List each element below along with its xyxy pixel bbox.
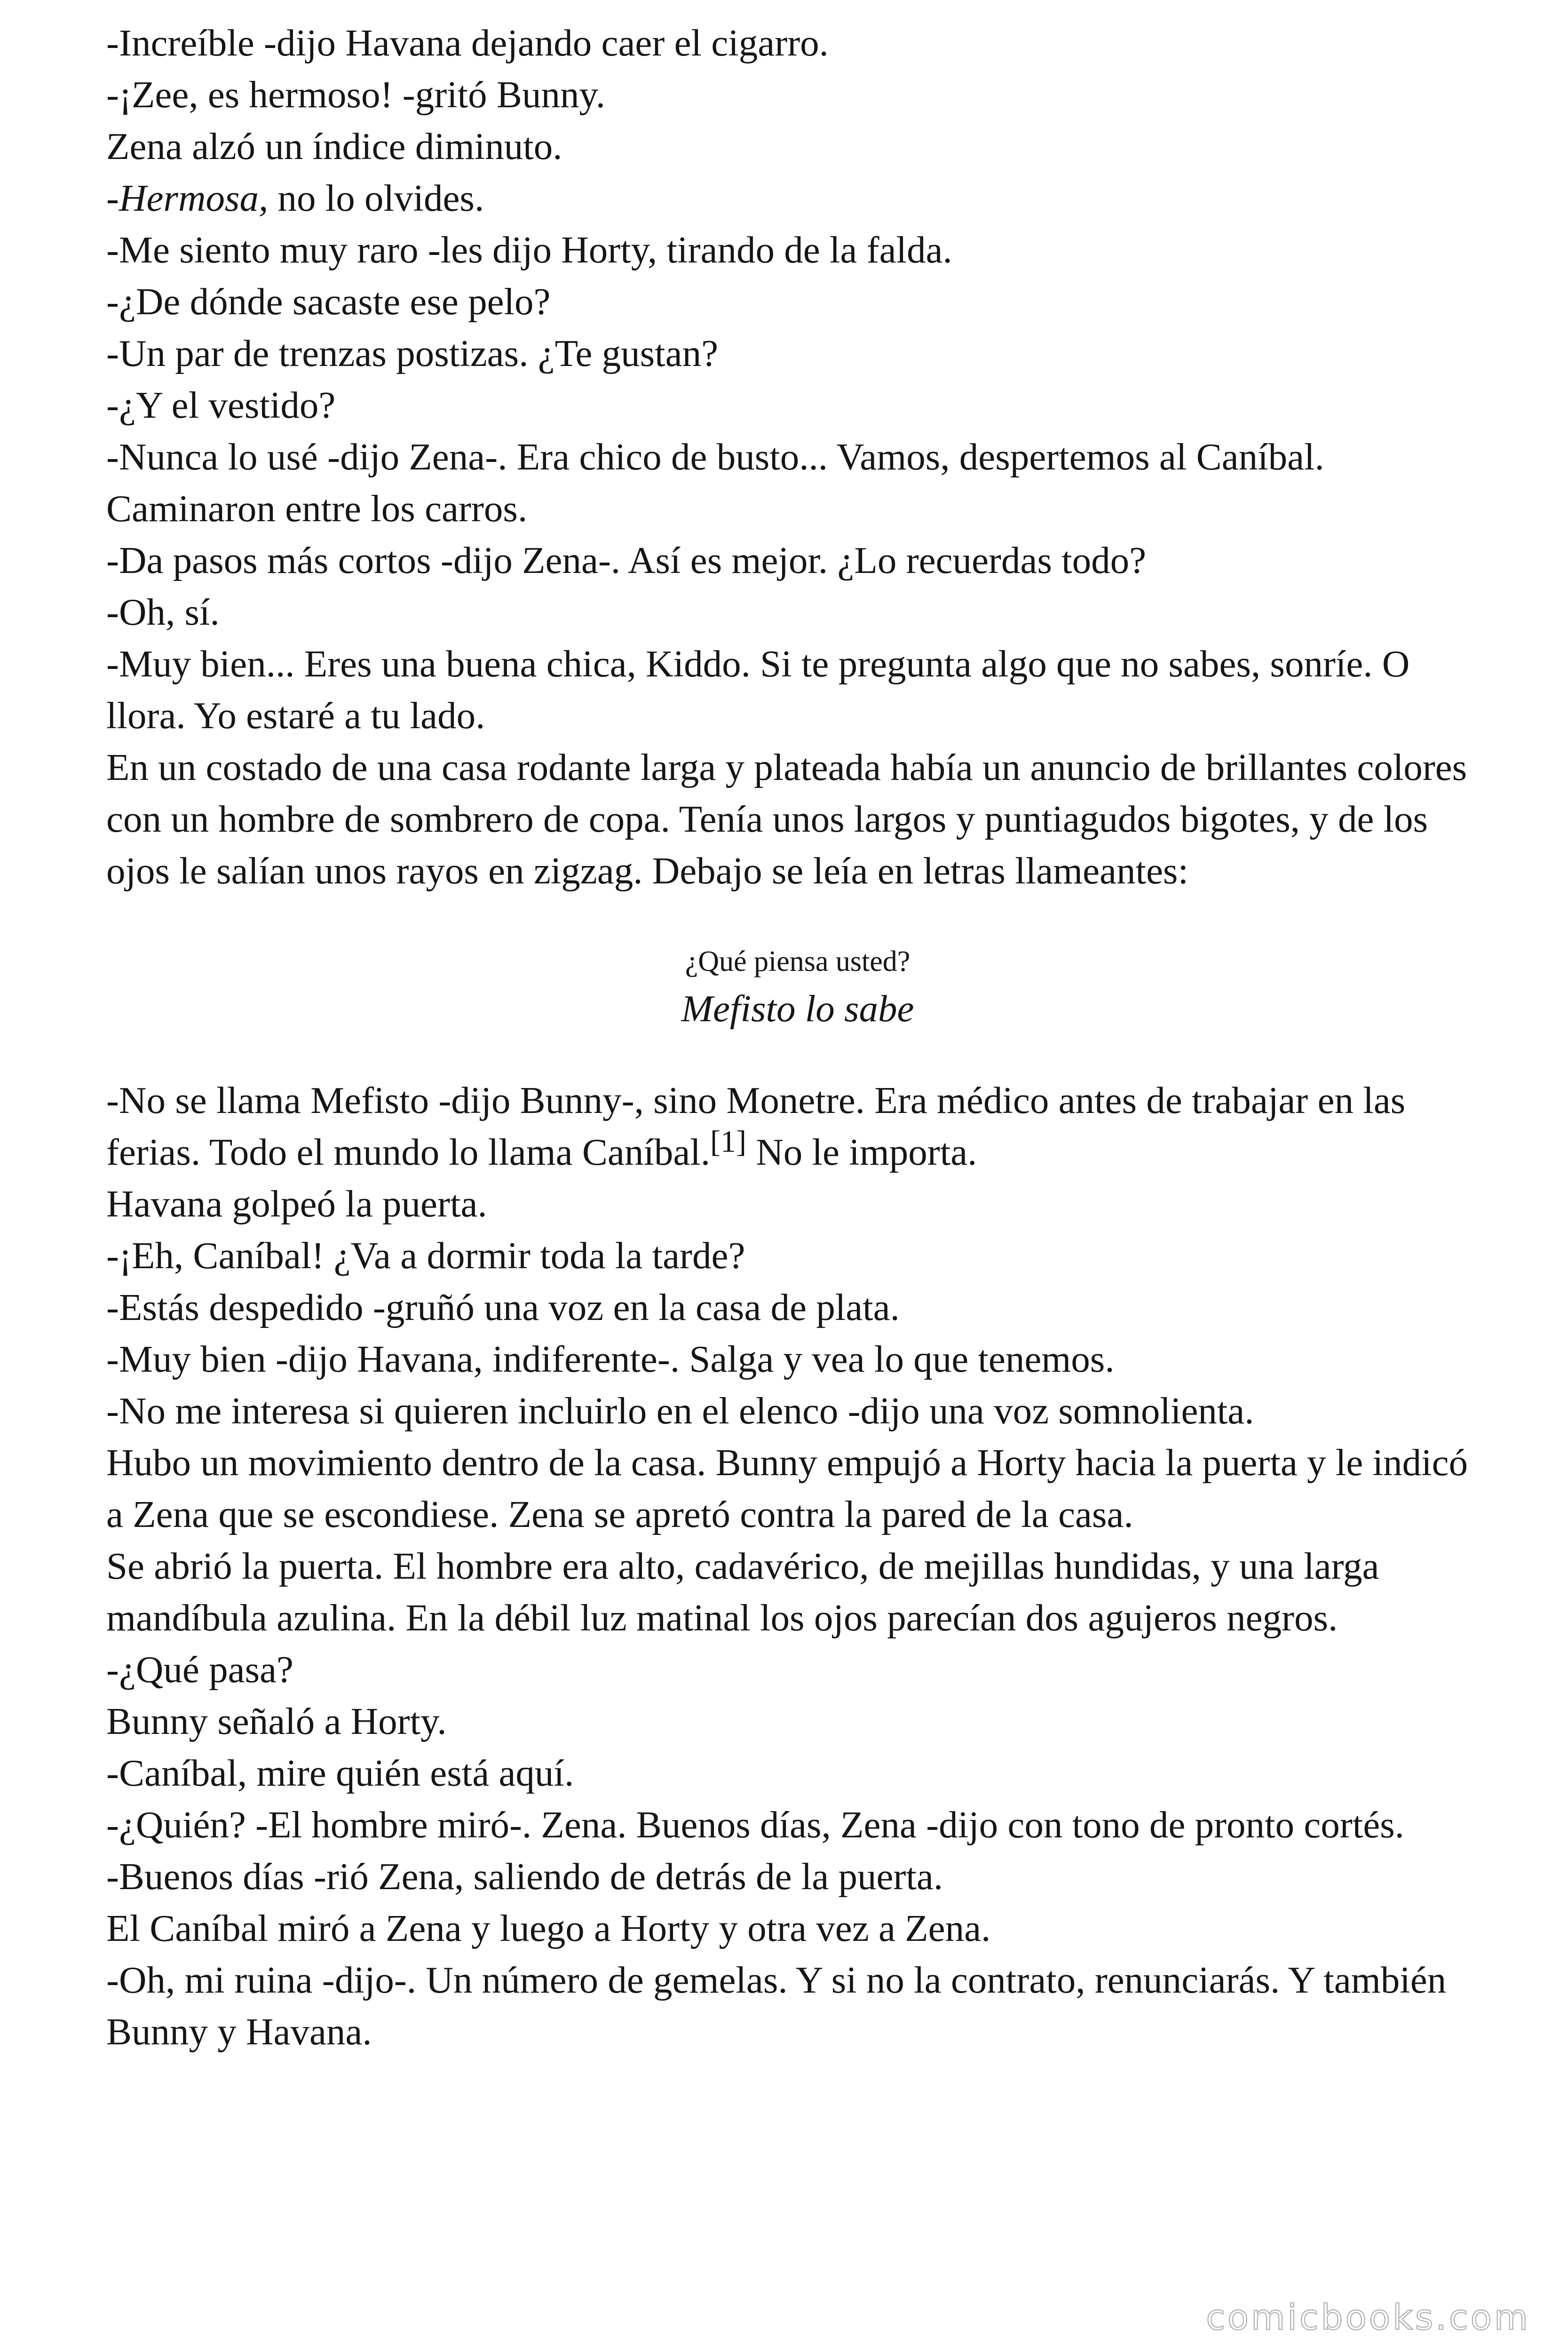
paragraph: -Buenos días -rió Zena, saliendo de detrás de la puerta. — [106, 1855, 943, 1898]
paragraph-rest: no lo olvides. — [268, 177, 484, 219]
paragraph: -Un par de trenzas postizas. ¿Te gustan? — [106, 332, 719, 374]
italic-word: -Hermosa, — [106, 177, 269, 219]
paragraph: -Me siento muy raro -les dijo Horty, tirando de la falda. — [106, 229, 952, 271]
paragraph: Zena alzó un índice diminuto. — [106, 125, 562, 167]
paragraph: -No me interesa si quieren incluirlo en el elenco -dijo una voz somnolienta. — [106, 1390, 1254, 1432]
paragraph: Hubo un movimiento dentro de la casa. Bunny empujó a Horty hacia la puerta y le indicó a Zena que se escondiese. Zena se apretó contra la pared de la casa. — [106, 1441, 1468, 1535]
paragraph: Caminaron entre los carros. — [106, 487, 528, 530]
paragraph-mefisto — [106, 1074, 1470, 1178]
paragraph: -Muy bien... Eres una buena chica, Kiddo. Si te pregunta algo que no sabes, sonríe. O llora. Yo estaré a tu lado. — [106, 643, 1410, 737]
paragraph: -Increíble -dijo Havana dejando caer el cigarro. — [106, 22, 829, 64]
paragraph: -Muy bien -dijo Havana, indiferente-. Salga y vea lo que tenemos. — [106, 1338, 1115, 1380]
paragraph: Bunny señaló a Horty. — [106, 1700, 447, 1742]
paragraph: -Da pasos más cortos -dijo Zena-. Así es mejor. ¿Lo recuerdas todo? — [106, 539, 1147, 581]
sign-question: ¿Qué piensa usted? — [685, 946, 911, 977]
sign-text-block — [106, 939, 1470, 1033]
sign-slogan: Mefisto lo sabe — [681, 987, 914, 1030]
book-page — [106, 17, 1470, 2058]
paragraph: -¿Y el vestido? — [106, 384, 336, 426]
paragraph: -¡Zee, es hermoso! -gritó Bunny. — [106, 73, 605, 116]
watermark-logo: comicbooks.com — [1206, 2297, 1530, 2338]
paragraph: El Caníbal miró a Zena y luego a Horty y otra vez a Zena. — [106, 1907, 991, 1949]
paragraph: En un costado de una casa rodante larga y plateada había un anuncio de brillantes colores con un hombre de sombrero de copa. Tenía unos largos y puntiagudos bigotes, y de los ojos le salían unos rayos en zigzag. Debajo se leía en letras llameantes: — [106, 746, 1467, 892]
paragraph-text: -No se llama Mefisto -dijo Bunny-, sino Monetre. Era médico antes de trabajar en las ferias. Todo el mundo lo llama Caníbal. — [106, 1079, 1406, 1173]
paragraph: -Estás despedido -gruñó una voz en la casa de plata. — [106, 1286, 900, 1328]
paragraph: -¡Eh, Caníbal! ¿Va a dormir toda la tarde? — [106, 1234, 745, 1277]
paragraph: Havana golpeó la puerta. — [106, 1183, 487, 1225]
paragraph-hermosa — [106, 172, 1470, 224]
paragraph: -Caníbal, mire quién está aquí. — [106, 1752, 574, 1794]
paragraph: -¿De dónde sacaste ese pelo? — [106, 280, 551, 323]
footnote-link[interactable]: [1] — [710, 1124, 747, 1159]
paragraph: -Oh, sí. — [106, 591, 220, 633]
paragraph: -¿Qué pasa? — [106, 1648, 293, 1691]
paragraph-text: No le importa. — [746, 1131, 977, 1173]
paragraph: -Oh, mi ruina -dijo-. Un número de gemelas. Y si no la contrato, renunciarás. Y también Bunny y Havana. — [106, 1959, 1447, 2053]
paragraph: Se abrió la puerta. El hombre era alto, cadavérico, de mejillas hundidas, y una larga mandíbula azulina. En la débil luz matinal los ojos parecían dos agujeros negros. — [106, 1545, 1379, 1639]
paragraph: -¿Quién? -El hombre miró-. Zena. Buenos días, Zena -dijo con tono de pronto cortés. — [106, 1804, 1404, 1846]
paragraph: -Nunca lo usé -dijo Zena-. Era chico de busto... Vamos, despertemos al Caníbal. — [106, 436, 1324, 478]
